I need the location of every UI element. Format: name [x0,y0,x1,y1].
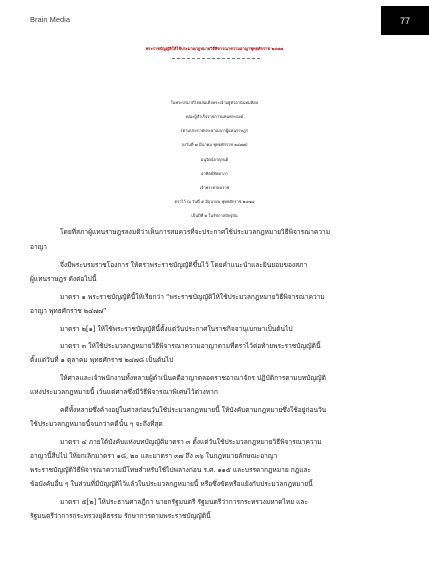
document-title: พระราชบัญญัติให้ใช้ประมวลกฎหมายวิธีพิจารณาความอาญาพุทธศักราช ๒๔๗๗ [145,46,284,51]
title-divider [172,58,260,59]
body-line: คดีทั้งหลายซึ่งค้างอยู่ในศาลก่อนวันใช้ประมวลกฎหมายนี้ ให้บังคับตามกฎหมายซึ่งใช้อยู่ก่อนวัน [60,406,327,414]
body-line: มาตรา ๑ พระราชบัญญัตินี้ให้เรียกว่า “พระราชบัญญัติให้ใช้ประมวลกฎหมายวิธีพิจารณาความ [60,293,325,301]
body-line: ข้อบังคับอื่น ๆ ในส่วนที่มีบัญญัติไว้แล้วในประมวลกฎหมายนี้ หรือซึ่งขัดหรือแย้งกับประมวลกฎหมายนี้ [30,480,313,488]
preamble-line: อนุวัตน์จาตุรนต์ [200,157,229,162]
body-line: อาญา [30,243,47,251]
body-line: จึ่งมีพระบรมราชโองการ ให้ตราพระราชบัญญัติขึ้นไว้ โดยคำแนะนำและยินยอมของสภา [60,261,308,269]
body-line: มาตรา ๓ ให้ใช้ประมวลกฎหมายวิธีพิจารณาความอาญาตามที่ตราไว้ต่อท้ายพระราชบัญญัตินี้ [60,342,321,350]
preamble-line: ตราไว้ ณ วันที่ ๕ มิถุนายน พุทธศักราช ๒๔๗๘ [174,199,255,204]
preamble-line: เป็นปีที่ ๒ ในรัชกาลปัจจุบัน [191,213,238,218]
body-line: มาตรา ๒[๑] ให้ใช้พระราชบัญญัตินี้ตั้งแต่วันประกาศในราชกิจจานุเบกษาเป็นต้นไป [60,325,293,333]
body-line: โดยที่สภาผู้แทนราษฎรลงมติว่าเห็นการสมควรที่จะประกาศใช้ประมวลกฎหมายวิธีพิจารณาความ [60,228,331,236]
preamble-line: คณะผู้สำเร็จราชการแทนพระองค์ [185,114,244,119]
body-line: มาตรา ๕[๒] ให้ประธานศาลฎีกา นายกรัฐมนตรี รัฐมนตรีว่าการกระทรวงมหาดไทย และ [60,498,308,506]
body-line: อาญานี้สืบไป ให้ยกเลิกมาตรา ๑๘, ๒๐ และมาตรา ๓๗ ถึง ๓๖ ในกฎหมายลักษณะอาญา [30,452,278,460]
page-number-badge: 77 [381,6,429,35]
body-line: มาตรา ๔ ภายใต้บังคับแห่งบทบัญญัติมาตรา ๓ ตั้งแต่วันใช้ประมวลกฎหมายวิธีพิจารณาความ [60,438,322,446]
preamble-line: ในพระปรมาภิไธยสมเด็จพระเจ้าอยู่หัวอานันทมหิดล [170,100,259,105]
preamble-line: ลงวันที่ ๗ มีนาคม พุทธศักราช ๒๔๗๗) [181,142,248,147]
preamble-line: อาทิตย์ทิพอาภา [200,171,229,176]
preamble-line: (ตามประกาศประธานสภาผู้แทนราษฎร [181,128,248,133]
body-line: แห่งประมวลกฎหมายนี้ เว้นแต่ศาลซึ่งมีวิธีพิจารณาพิเศษไว้ต่างหาก [30,388,218,396]
body-line: อาญา พุทธศักราช ๒๔๗๗” [30,307,107,315]
body-line: รัฐมนตรีว่าการกระทรวงยุติธรรม รักษาการตามพระราชบัญญัตินี้ [30,512,211,520]
header-brand: Brain Media [30,15,71,24]
body-line: ผู้แทนราษฎร ดังต่อไปนี้ [30,275,97,283]
preamble-line: เจ้าพระยายมราช [199,185,230,190]
body-line: ตั้งแต่วันที่ ๑ ตุลาคม พุทธศักราช ๒๔๗๘ เป็นต้นไป [30,356,174,364]
body-line: พระราชบัญญัติวิธีพิจารณาความมีโทษสำหรับใช้ไปพลางก่อน ร.ศ. ๑๑๕ และบรรดากฎหมาย กฎและ [30,466,312,474]
body-line: ใช้ประมวลกฎหมายนี้จนกว่าคดีนั้น ๆ จะถึงที่สุด [30,420,163,428]
body-line: ให้ศาลและเจ้าพนักงานทั้งหลายผู้ดำเนินคดีอาญาตลอดราชอาณาจักร ปฏิบัติการตามบทบัญญัติ [60,374,326,382]
